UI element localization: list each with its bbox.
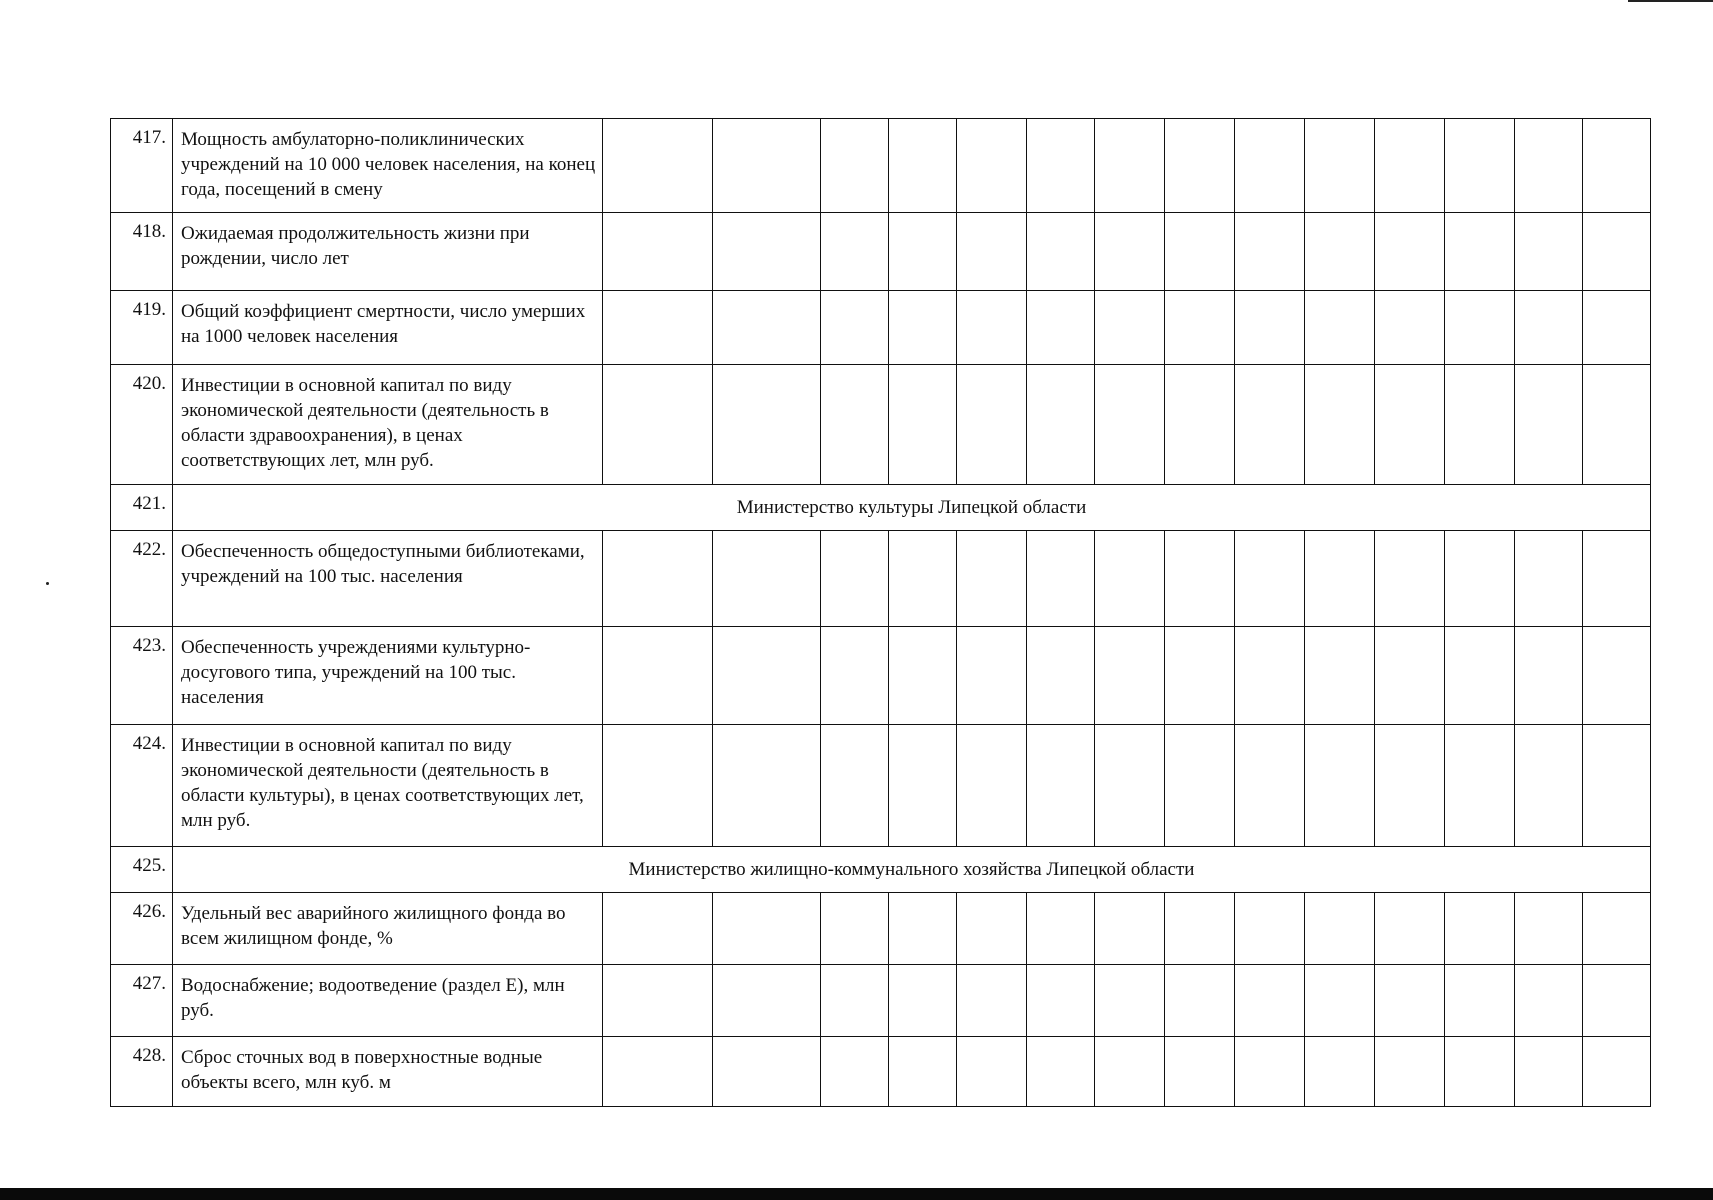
value-cell [1095,291,1165,365]
table-row [111,213,1651,291]
value-cell [821,213,889,291]
value-cell [1027,965,1095,1037]
value-cell [1583,893,1651,965]
table-row [111,291,1651,365]
value-cell [713,725,821,847]
value-cell [821,1037,889,1107]
value-cell [1165,531,1235,627]
value-cell [821,119,889,213]
value-cell [1027,119,1095,213]
value-cell [713,119,821,213]
value-cell [1515,627,1583,725]
value-cell [1165,725,1235,847]
row-number: 428. [111,1037,173,1107]
row-number: 422. [111,531,173,627]
indicator-name: Ожидаемая продолжительность жизни при рождении, число лет [173,213,603,291]
value-cell [603,725,713,847]
table-row [111,531,1651,627]
document-sheet [110,118,1650,1107]
indicator-name: Удельный вес аварийного жилищного фонда во всем жилищном фонде, % [173,893,603,965]
value-cell [1305,213,1375,291]
value-cell [713,291,821,365]
value-cell [1375,725,1445,847]
value-cell [603,531,713,627]
value-cell [713,893,821,965]
value-cell [1235,1037,1305,1107]
value-cell [957,365,1027,485]
value-cell [957,627,1027,725]
scan-edge-line [1628,0,1713,2]
value-cell [821,725,889,847]
value-cell [957,213,1027,291]
indicator-name: Мощность амбулаторно-поликлинических учреждений на 10 000 человек населения, на конец года, посещений в смену [173,119,603,213]
indicator-name: Водоснабжение; водоотведение (раздел E), млн руб. [173,965,603,1037]
value-cell [1027,213,1095,291]
value-cell [1027,291,1095,365]
table-row [111,119,1651,213]
value-cell [1165,893,1235,965]
value-cell [713,965,821,1037]
value-cell [1375,893,1445,965]
value-cell [713,365,821,485]
indicator-name: Инвестиции в основной капитал по виду экономической деятельности (деятельность в области здравоохранения), в ценах соответствующих лет, млн руб. [173,365,603,485]
section-row [111,847,1651,893]
value-cell [603,291,713,365]
value-cell [1235,627,1305,725]
value-cell [1095,725,1165,847]
value-cell [603,965,713,1037]
table-row [111,627,1651,725]
table-row [111,965,1651,1037]
value-cell [1235,365,1305,485]
value-cell [1305,291,1375,365]
value-cell [889,893,957,965]
value-cell [1515,119,1583,213]
value-cell [1305,965,1375,1037]
value-cell [1027,365,1095,485]
value-cell [821,365,889,485]
value-cell [1165,119,1235,213]
value-cell [603,365,713,485]
table-row [111,893,1651,965]
value-cell [1445,291,1515,365]
indicator-name: Обеспеченность учреждениями культурно-досугового типа, учреждений на 100 тыс. населения [173,627,603,725]
indicator-name: Сброс сточных вод в поверхностные водные объекты всего, млн куб. м [173,1037,603,1107]
value-cell [821,627,889,725]
value-cell [889,531,957,627]
value-cell [957,725,1027,847]
value-cell [1515,1037,1583,1107]
value-cell [1095,365,1165,485]
value-cell [1375,213,1445,291]
value-cell [1165,365,1235,485]
value-cell [1375,1037,1445,1107]
indicator-name: Обеспеченность общедоступными библиотеками, учреждений на 100 тыс. населения [173,531,603,627]
value-cell [1515,531,1583,627]
value-cell [889,965,957,1037]
value-cell [957,965,1027,1037]
value-cell [889,119,957,213]
value-cell [1165,1037,1235,1107]
row-number: 426. [111,893,173,965]
value-cell [603,627,713,725]
value-cell [1095,627,1165,725]
table-row [111,1037,1651,1107]
value-cell [1027,531,1095,627]
value-cell [1583,531,1651,627]
scan-speck [46,582,49,585]
section-row [111,485,1651,531]
value-cell [957,291,1027,365]
value-cell [1375,627,1445,725]
value-cell [1445,1037,1515,1107]
row-number: 419. [111,291,173,365]
value-cell [1515,893,1583,965]
row-number: 417. [111,119,173,213]
value-cell [1515,213,1583,291]
value-cell [713,531,821,627]
value-cell [889,213,957,291]
value-cell [1375,119,1445,213]
row-number: 425. [111,847,173,893]
value-cell [713,1037,821,1107]
value-cell [1235,965,1305,1037]
value-cell [1583,627,1651,725]
value-cell [1445,893,1515,965]
section-title: Министерство жилищно-коммунального хозяйства Липецкой области [173,847,1651,893]
value-cell [1305,1037,1375,1107]
value-cell [1445,531,1515,627]
value-cell [1235,893,1305,965]
value-cell [1027,627,1095,725]
value-cell [1445,725,1515,847]
value-cell [1305,119,1375,213]
value-cell [1027,725,1095,847]
value-cell [1165,965,1235,1037]
value-cell [1583,365,1651,485]
value-cell [821,965,889,1037]
value-cell [889,365,957,485]
value-cell [713,213,821,291]
table-row [111,365,1651,485]
indicator-name: Инвестиции в основной капитал по виду экономической деятельности (деятельность в области культуры), в ценах соответствующих лет, млн руб. [173,725,603,847]
value-cell [889,1037,957,1107]
value-cell [603,213,713,291]
value-cell [1165,213,1235,291]
value-cell [1095,965,1165,1037]
value-cell [1445,965,1515,1037]
row-number: 420. [111,365,173,485]
table-body [111,119,1651,1107]
table-row [111,725,1651,847]
value-cell [1027,893,1095,965]
value-cell [1235,291,1305,365]
value-cell [821,893,889,965]
value-cell [957,893,1027,965]
value-cell [1305,531,1375,627]
value-cell [1305,365,1375,485]
indicators-table [110,118,1651,1107]
value-cell [1445,119,1515,213]
value-cell [1583,291,1651,365]
value-cell [957,119,1027,213]
value-cell [1445,627,1515,725]
row-number: 421. [111,485,173,531]
value-cell [1165,627,1235,725]
value-cell [1095,119,1165,213]
value-cell [1583,213,1651,291]
value-cell [1515,965,1583,1037]
value-cell [889,291,957,365]
value-cell [1375,365,1445,485]
value-cell [1095,893,1165,965]
value-cell [1583,1037,1651,1107]
value-cell [1235,531,1305,627]
value-cell [1515,291,1583,365]
value-cell [1235,213,1305,291]
value-cell [1165,291,1235,365]
value-cell [889,627,957,725]
value-cell [1515,365,1583,485]
value-cell [1095,1037,1165,1107]
value-cell [1305,893,1375,965]
value-cell [1375,291,1445,365]
value-cell [603,1037,713,1107]
value-cell [889,725,957,847]
row-number: 418. [111,213,173,291]
value-cell [821,531,889,627]
value-cell [1445,365,1515,485]
value-cell [821,291,889,365]
scan-bottom-edge [0,1188,1713,1200]
value-cell [1583,725,1651,847]
value-cell [1515,725,1583,847]
section-title: Министерство культуры Липецкой области [173,485,1651,531]
value-cell [957,1037,1027,1107]
value-cell [1095,531,1165,627]
value-cell [1027,1037,1095,1107]
value-cell [1095,213,1165,291]
value-cell [1445,213,1515,291]
value-cell [603,119,713,213]
value-cell [1375,531,1445,627]
value-cell [713,627,821,725]
value-cell [603,893,713,965]
value-cell [1305,627,1375,725]
value-cell [1583,965,1651,1037]
row-number: 424. [111,725,173,847]
value-cell [957,531,1027,627]
row-number: 427. [111,965,173,1037]
value-cell [1305,725,1375,847]
value-cell [1235,119,1305,213]
value-cell [1583,119,1651,213]
indicator-name: Общий коэффициент смертности, число умерших на 1000 человек населения [173,291,603,365]
value-cell [1235,725,1305,847]
row-number: 423. [111,627,173,725]
value-cell [1375,965,1445,1037]
